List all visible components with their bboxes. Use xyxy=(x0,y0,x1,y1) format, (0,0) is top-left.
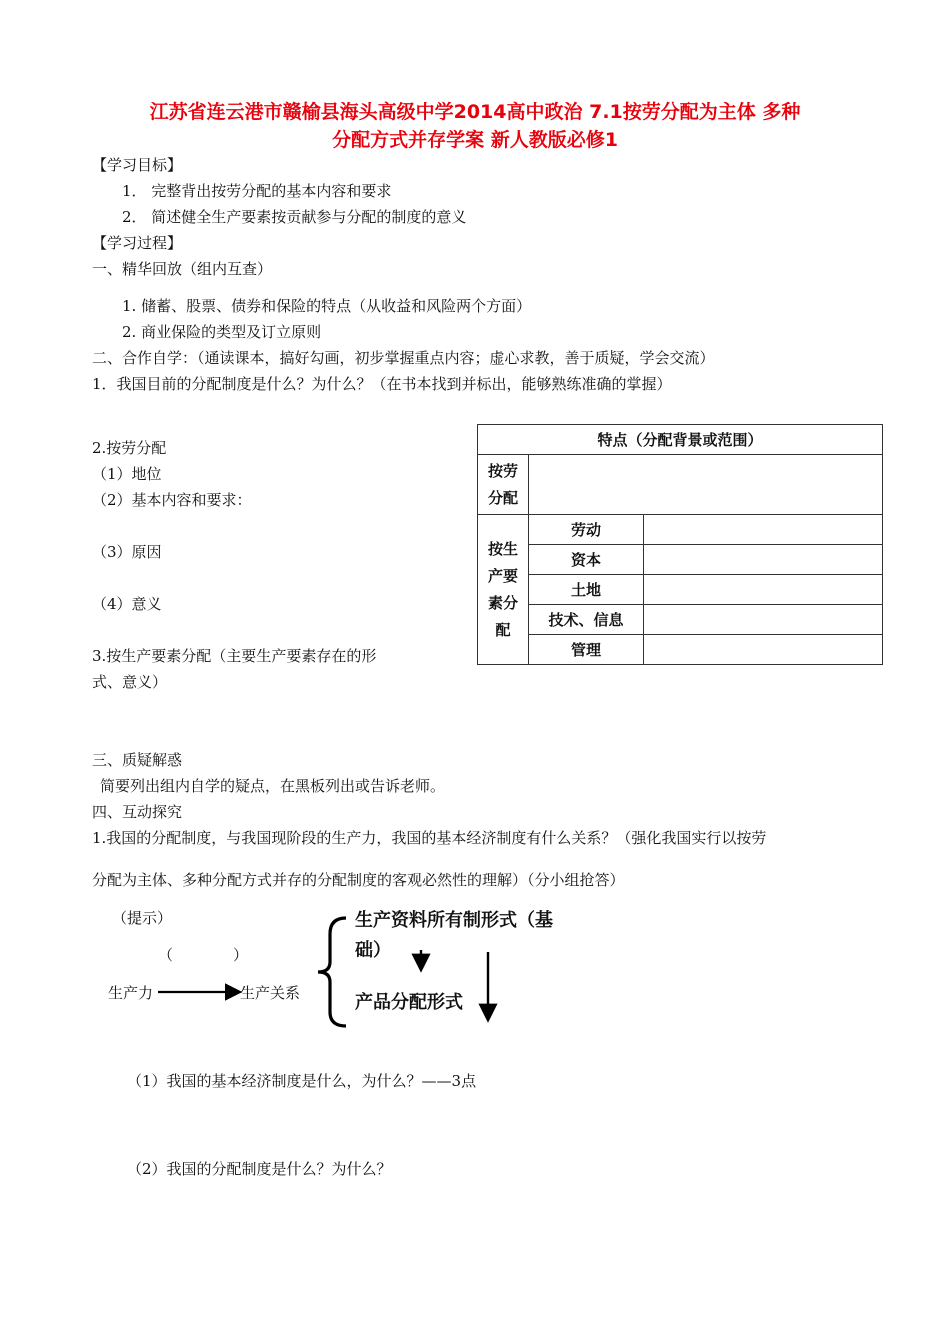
goal-item-2: 2． 简述健全生产要素按贡献参与分配的制度的意义 xyxy=(122,208,467,226)
factor-label: 管理 xyxy=(529,635,644,665)
blank-parentheses: （ ） xyxy=(158,946,249,964)
section2-question-3-line2: 式、意义） xyxy=(92,673,168,691)
process-heading: 【学习过程】 xyxy=(92,234,183,252)
section1-heading: 一、精华回放（组内互查） xyxy=(92,260,273,278)
sub-question-1: （1）我国的基本经济制度是什么，为什么？——3点 xyxy=(127,1072,477,1090)
group-label-part: 配 xyxy=(495,620,511,639)
production-relations-label: 生产关系 xyxy=(240,984,301,1002)
sub-question-2: （2）我国的分配制度是什么？为什么？ xyxy=(127,1160,392,1178)
section3-text: 简要列出组内自学的疑点，在黑板列出或告诉老师。 xyxy=(100,777,446,795)
table-header: 特点（分配背景或范围） xyxy=(478,425,883,455)
section4-question-1-line2: 分配为主体、多种分配方式并存的分配制度的客观必然性的理解）（分小组抢答） xyxy=(92,871,625,889)
section2-question-3-line1: 3.按生产要素分配（主要生产要素存在的形 xyxy=(92,647,377,665)
question-2-content: （2）基本内容和要求： xyxy=(92,491,252,509)
factor-label: 技术、信息 xyxy=(529,605,644,635)
ownership-form-line1: 生产资料所有制形式（基 xyxy=(355,910,553,931)
factor-label: 土地 xyxy=(529,575,644,605)
section2-question-1: 1．我国目前的分配制度是什么？为什么？（在书本找到并标出，能够熟练准确的掌握） xyxy=(92,375,672,393)
section1-item-1: 1. 储蓄、股票、债券和保险的特点（从收益和风险两个方面） xyxy=(122,297,532,315)
document-title-line2: 分配方式并存学案 新人教版必修1 xyxy=(332,129,618,151)
group-label-part: 产要 xyxy=(487,566,518,585)
goals-heading: 【学习目标】 xyxy=(92,156,183,174)
curly-brace xyxy=(318,918,346,1026)
question-2-significance: （4）意义 xyxy=(92,595,162,613)
ownership-form-line2: 础） xyxy=(355,940,391,961)
document-title-line1: 江苏省连云港市赣榆县海头高级中学2014高中政治 7.1按劳分配为主体 多种 xyxy=(149,101,801,123)
question-2-reason: （3）原因 xyxy=(92,543,162,561)
factor-label: 劳动 xyxy=(529,515,644,545)
group-label-part: 按生 xyxy=(487,539,518,558)
goal-item-1: 1． 完整背出按劳分配的基本内容和要求 xyxy=(122,182,392,200)
section2-heading: 二、合作自学：（通读课本，搞好勾画，初步掌握重点内容；虚心求教，善于质疑，学会交流） xyxy=(92,349,715,367)
row-label-part: 按劳 xyxy=(487,461,518,480)
section4-heading: 四、互动探究 xyxy=(92,803,183,821)
productivity-label: 生产力 xyxy=(108,984,154,1002)
group-label-part: 素分 xyxy=(487,593,518,612)
row-label-part: 分配 xyxy=(487,488,518,507)
factor-label: 资本 xyxy=(529,545,644,575)
section3-heading: 三、质疑解惑 xyxy=(92,751,183,769)
distribution-form-label: 产品分配形式 xyxy=(355,992,463,1013)
section1-item-2: 2. 商业保险的类型及订立原则 xyxy=(122,323,322,341)
section2-question-2: 2.按劳分配 xyxy=(92,439,167,457)
hint-label: （提示） xyxy=(112,909,173,927)
question-2-status: （1）地位 xyxy=(92,465,162,483)
section4-question-1-line1: 1.我国的分配制度，与我国现阶段的生产力，我国的基本经济制度有什么关系？（强化我国实行以按劳 xyxy=(92,829,767,847)
